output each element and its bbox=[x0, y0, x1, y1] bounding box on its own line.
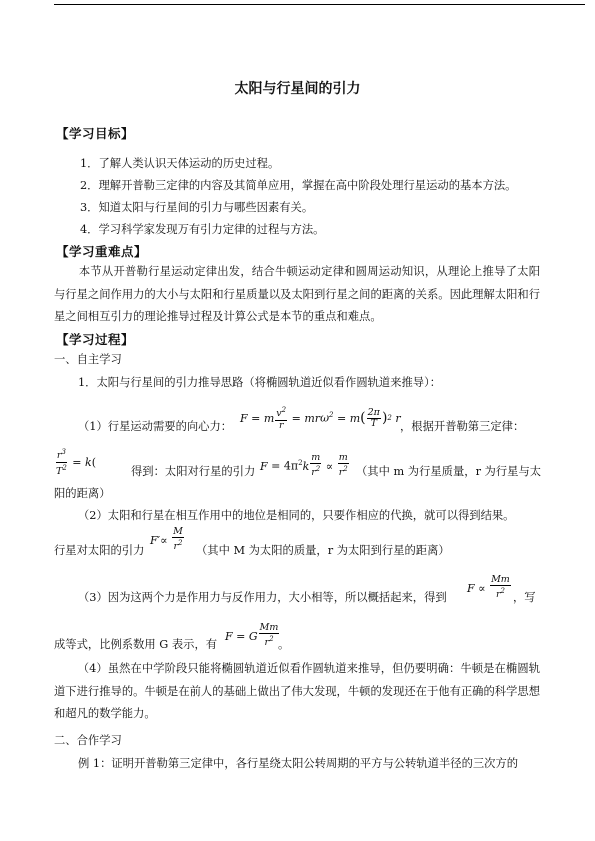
heading-key-points: 【学习重难点】 bbox=[56, 244, 148, 259]
step-2-planet-force: 行星对太阳的引力 bbox=[54, 544, 145, 557]
step-1-note: （其中 m 为行星质量，r 为行星与太 bbox=[356, 465, 542, 478]
step-1-result: 得到：太阳对行星的引力 bbox=[131, 465, 256, 478]
proportional-force-formula: F ∝ $\frac{Mm}{r^2}$ bbox=[467, 574, 510, 601]
heading-process: 【学习过程】 bbox=[56, 332, 135, 347]
part-cooperative-study: 二、合作学习 bbox=[54, 734, 122, 747]
step-3-equation-intro: 成等式，比例系数用 G 表示，有 bbox=[54, 638, 218, 651]
step-1-note-end: 阳的距离） bbox=[54, 487, 111, 500]
step-1-kepler: ，根据开普勒第三定律： bbox=[400, 420, 525, 433]
goal-4: 4．学习科学家发现万有引力定律的过程与方法。 bbox=[80, 223, 325, 236]
goal-2: 2．理解开普勒三定律的内容及其简单应用，掌握在高中阶段处理行星运动的基本方法。 bbox=[80, 179, 517, 192]
step-1-text: （1）行星运动需要的向心力： bbox=[78, 420, 233, 433]
example-1: 例 1：证明开普勒第三定律中，各行星绕太阳公转周期的平方与公转轨道半径的三次方的 bbox=[78, 757, 519, 770]
step-3-end: 。 bbox=[278, 638, 290, 651]
kepler-third-law-formula: $\frac{r^3}{T^2}$ = k ( bbox=[56, 448, 96, 477]
step-2-note: （其中 M 为太阳的质量，r 为太阳到行星的距离） bbox=[196, 544, 450, 557]
step-4-text: （4）虽然在中学阶段只能将椭圆轨道近似看作圆轨道来推导，但仍要明确：牛顿是在椭圆轨道下进行推导的。牛顿是在前人的基础上做出了伟大发现，牛顿的发现还在于他有正确的科学思想和超凡的数学能力。 bbox=[54, 662, 540, 720]
step-3-write: ，写 bbox=[513, 591, 536, 604]
sun-on-planet-force-formula: F = $4\pi^2$ k $\frac{m}{r^2}$ ∝ $\frac{m}{r^2}$ bbox=[260, 452, 348, 479]
goal-3: 3．知道太阳与行星间的引力与哪些因素有关。 bbox=[80, 201, 314, 214]
planet-on-sun-force-formula: F ′∝ $\frac{M}{r^2}$ bbox=[150, 526, 183, 553]
gravitation-law-formula: F = G $\frac{Mm}{r^2}$ bbox=[225, 622, 279, 649]
derivation-intro: 1．太阳与行星间的引力推导思路（将椭圆轨道近似看作圆轨道来推导）： bbox=[78, 376, 442, 389]
step-2-text: （2）太阳和行星在相互作用中的地位是相同的，只要作相应的代换，就可以得到结果。 bbox=[78, 509, 515, 522]
part-self-study: 一、自主学习 bbox=[54, 353, 122, 366]
goal-1: 1．了解人类认识天体运动的历史过程。 bbox=[80, 157, 280, 170]
page-title: 太阳与行星间的引力 bbox=[234, 81, 361, 97]
key-points-text: 本节从开普勒行星运动定律出发，结合牛顿运动定律和圆周运动知识，从理论上推导了太阳与行星之间作用力的大小与太阳和行星质量以及太阳到行星之间的距离的关系。因此理解太阳和行星之间相互引力的理论推导过程及计算公式是本节的重点和难点。 bbox=[54, 265, 540, 323]
centripetal-force-formula: F = m $\frac{v^2}{r}$ = mr $\omega^2$ = m ( $\frac{2\pi}{T}$ ) 2 r bbox=[240, 406, 401, 431]
header-rule bbox=[54, 4, 585, 5]
step-3-text: （3）因为这两个力是作用力与反作用力，大小相等，所以概括起来，得到 bbox=[78, 591, 447, 604]
heading-goals: 【学习目标】 bbox=[56, 126, 135, 141]
